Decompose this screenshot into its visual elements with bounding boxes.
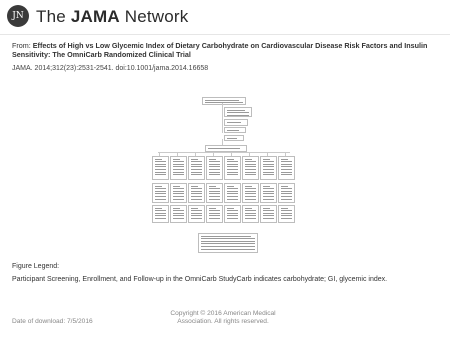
flowchart-text-line [227,199,238,200]
flowchart-box-analyzed-2 [170,205,187,223]
flowchart-text-line [263,159,270,160]
flowchart-text-line [245,164,256,165]
flowchart-text-line [191,193,202,194]
flowchart-text-line [227,172,238,173]
flowchart-text-line [263,166,274,167]
flowchart-box-sequence-6 [242,156,259,180]
flowchart-box-analyzed-7 [260,205,277,223]
flowchart-text-line [227,191,238,192]
flowchart-box-randomized [205,145,247,152]
flowchart-text-line [173,161,184,162]
flowchart-text-line [263,199,274,200]
flowchart-text-line [263,169,274,170]
flowchart-text-line [173,172,184,173]
copyright-notice [148,310,298,327]
flowchart-box-period-3 [188,183,205,203]
flowchart-text-line [209,199,220,200]
flowchart-text-line [227,138,237,139]
flowchart-text-line [209,172,220,173]
brand-suffix: Network [119,7,189,26]
flowchart-text-line [281,208,288,209]
flowchart-text-line [263,210,274,211]
flowchart-text-line [209,191,220,192]
flowchart-text-line [227,166,238,167]
flowchart-text-line [281,210,292,211]
figure-legend-label: Figure Legend: [12,263,60,270]
flowchart-text-line [227,112,249,113]
flowchart-text-line [209,210,220,211]
flowchart-text-line [173,213,184,214]
flowchart-text-line [201,246,255,247]
flowchart-box-analyzed-8 [278,205,295,223]
flowchart-text-line [209,164,220,165]
flowchart-text-line [263,186,270,187]
flowchart-text-line [227,164,238,165]
flowchart-text-line [281,215,292,216]
flowchart-text-line [173,174,184,175]
flowchart-text-line [281,169,292,170]
flowchart-text-line [227,188,238,189]
flowchart-text-line [173,188,184,189]
flowchart-text-line [281,188,292,189]
flowchart-text-line [191,174,202,175]
flowchart-box-period-8 [278,183,295,203]
flowchart-text-line [263,191,274,192]
flowchart-text-line [263,196,274,197]
flowchart-box-sequence-8 [278,156,295,180]
flowchart-text-line [281,191,292,192]
logo-monogram: JN [12,11,24,21]
flowchart-text-line [227,196,238,197]
flowchart-text-line [263,161,274,162]
flowchart-box-analyzed-6 [242,205,259,223]
brand-bold: JAMA [70,7,120,26]
flowchart-text-line [245,191,256,192]
flowchart-text-line [155,208,162,209]
flowchart-text-line [173,210,184,211]
brand-name[interactable] [36,7,188,27]
flowchart-text-line [227,169,238,170]
flowchart-text-line [245,218,256,219]
flowchart-text-line [227,193,238,194]
flowchart-text-line [245,215,256,216]
flowchart-text-line [155,196,166,197]
flowchart-text-line [155,215,166,216]
flowchart-text-line [205,100,239,101]
brand-prefix: The [36,7,71,26]
flowchart-text-line [173,166,184,167]
flowchart-text-line [263,164,274,165]
flowchart-text-line [245,193,256,194]
flowchart-text-line [281,193,292,194]
flowchart-box-period-5 [224,183,241,203]
flowchart-text-line [245,208,252,209]
jama-logo-icon[interactable] [7,5,29,27]
flowchart-text-line [245,186,252,187]
flowchart-text-line [191,215,202,216]
flowchart-text-line [281,196,292,197]
flowchart-text-line [173,208,180,209]
flowchart-box-analyzed-4 [206,205,223,223]
flowchart-text-line [173,159,180,160]
flowchart-text-line [191,210,202,211]
flowchart-text-line [281,161,292,162]
flowchart-text-line [155,210,166,211]
flowchart-text-line [281,213,292,214]
flowchart-text-line [201,249,255,250]
flowchart-box-sequence-3 [188,156,205,180]
figure-legend-text: Participant Screening, Enrollment, and Follow-up in the OmniCarb StudyCarb indicates carbohydrate; GI, glycemic index. [12,276,388,283]
flowchart-text-line [155,164,166,165]
flowchart-text-line [281,174,292,175]
flowchart-text-line [191,164,202,165]
flowchart-figure[interactable] [150,97,298,252]
flowchart-box-withdrew-3 [224,135,244,141]
flowchart-text-line [155,161,166,162]
flowchart-text-line [191,159,198,160]
flowchart-text-line [191,169,202,170]
flowchart-text-line [245,166,256,167]
flowchart-text-line [245,210,256,211]
flowchart-text-line [173,164,184,165]
flowchart-text-line [173,218,184,219]
flowchart-text-line [263,193,274,194]
flowchart-text-line [209,188,220,189]
flowchart-text-line [227,213,238,214]
flowchart-text-line [155,199,166,200]
flowchart-text-line [155,159,162,160]
from-label: From: [12,41,31,50]
flowchart-text-line [191,218,202,219]
flowchart-text-line [173,196,184,197]
flowchart-text-line [173,191,184,192]
flowchart-text-line [173,199,184,200]
flowchart-box-period-1 [152,183,169,203]
flowchart-text-line [155,213,166,214]
flowchart-text-line [227,174,238,175]
flowchart-text-line [263,208,270,209]
flowchart-box-sequence-4 [206,156,223,180]
flowchart-text-line [245,188,256,189]
flowchart-text-line [209,215,220,216]
flowchart-connector [158,152,290,153]
flowchart-text-line [155,186,162,187]
flowchart-box-analyzed-3 [188,205,205,223]
flowchart-text-line [263,188,274,189]
header-divider [0,34,450,35]
flowchart-text-line [201,243,255,244]
flowchart-box-screened [202,97,246,105]
flowchart-text-line [173,169,184,170]
flowchart-box-period-2 [170,183,187,203]
flowchart-text-line [227,130,239,131]
flowchart-text-line [209,186,216,187]
flowchart-text-line [191,166,202,167]
flowchart-text-line [227,161,238,162]
flowchart-text-line [263,215,274,216]
flowchart-text-line [245,169,256,170]
article-title-text: Effects of High vs Low Glycemic Index of Dietary Carbohydrate on Cardiovascular Disease Risk Factors and Insulin Sensitivity: The OmniCarb Randomized Clinical Trial [12,41,428,60]
flowchart-text-line [191,196,202,197]
flowchart-text-line [205,102,243,103]
flowchart-text-line [208,148,240,149]
flowchart-text-line [245,199,256,200]
flowchart-text-line [263,172,274,173]
flowchart-box-period-7 [260,183,277,203]
flowchart-text-line [191,186,198,187]
flowchart-text-line [191,188,202,189]
flowchart-text-line [227,218,238,219]
flowchart-text-line [245,161,256,162]
download-date: Date of download: 7/5/2016 [12,318,93,325]
flowchart-text-line [191,213,202,214]
flowchart-text-line [191,172,202,173]
flowchart-text-line [227,159,234,160]
flowchart-text-line [281,164,292,165]
flowchart-box-period-4 [206,183,223,203]
flowchart-text-line [245,213,256,214]
flowchart-text-line [227,115,249,116]
flowchart-text-line [227,215,238,216]
flowchart-text-line [155,193,166,194]
flowchart-text-line [209,196,220,197]
flowchart-text-line [209,161,220,162]
flowchart-text-line [281,166,292,167]
flowchart-text-line [209,193,220,194]
flowchart-text-line [281,186,288,187]
flowchart-text-line [201,241,255,242]
flowchart-text-line [245,196,256,197]
flowchart-text-line [209,213,220,214]
flowchart-text-line [155,169,166,170]
flowchart-box-summary [198,233,258,253]
flowchart-text-line [227,210,238,211]
flowchart-text-line [263,174,274,175]
flowchart-text-line [245,174,256,175]
flowchart-box-sequence-5 [224,156,241,180]
flowchart-text-line [245,172,256,173]
flowchart-text-line [155,166,166,167]
flowchart-text-line [155,218,166,219]
copyright-line-1: Copyright © 2016 American Medical [170,310,276,317]
flowchart-text-line [227,208,234,209]
flowchart-text-line [155,174,166,175]
flowchart-text-line [281,172,292,173]
flowchart-text-line [201,236,251,237]
flowchart-text-line [281,218,292,219]
flowchart-text-line [209,218,220,219]
flowchart-text-line [191,191,202,192]
flowchart-text-line [227,122,241,123]
flowchart-box-withdrew-2 [224,127,246,133]
article-title [12,41,444,60]
flowchart-text-line [191,199,202,200]
flowchart-text-line [263,218,274,219]
flowchart-text-line [209,166,220,167]
flowchart-text-line [209,169,220,170]
flowchart-text-line [227,110,245,111]
flowchart-text-line [191,208,198,209]
flowchart-text-line [173,193,184,194]
flowchart-text-line [245,159,252,160]
copyright-line-2: Association. All rights reserved. [177,318,269,326]
flowchart-box-analyzed-1 [152,205,169,223]
flowchart-text-line [209,174,220,175]
flowchart-text-line [173,215,184,216]
flowchart-box-withdrew [224,119,248,126]
flowchart-text-line [227,186,234,187]
flowchart-text-line [209,208,216,209]
flowchart-text-line [191,161,202,162]
flowchart-box-period-6 [242,183,259,203]
flowchart-text-line [155,172,166,173]
flowchart-text-line [209,159,216,160]
flowchart-box-excluded [224,107,252,117]
article-citation: JAMA. 2014;312(23):2531-2541. doi:10.1001/jama.2014.16658 [12,65,209,72]
flowchart-text-line [173,186,180,187]
flowchart-text-line [201,238,255,239]
flowchart-box-sequence-1 [152,156,169,180]
flowchart-text-line [281,199,292,200]
flowchart-text-line [155,188,166,189]
flowchart-box-sequence-7 [260,156,277,180]
flowchart-box-analyzed-5 [224,205,241,223]
flowchart-text-line [263,213,274,214]
flowchart-text-line [281,159,288,160]
flowchart-connector [222,103,223,133]
site-header [0,0,450,34]
flowchart-box-sequence-2 [170,156,187,180]
flowchart-text-line [155,191,166,192]
